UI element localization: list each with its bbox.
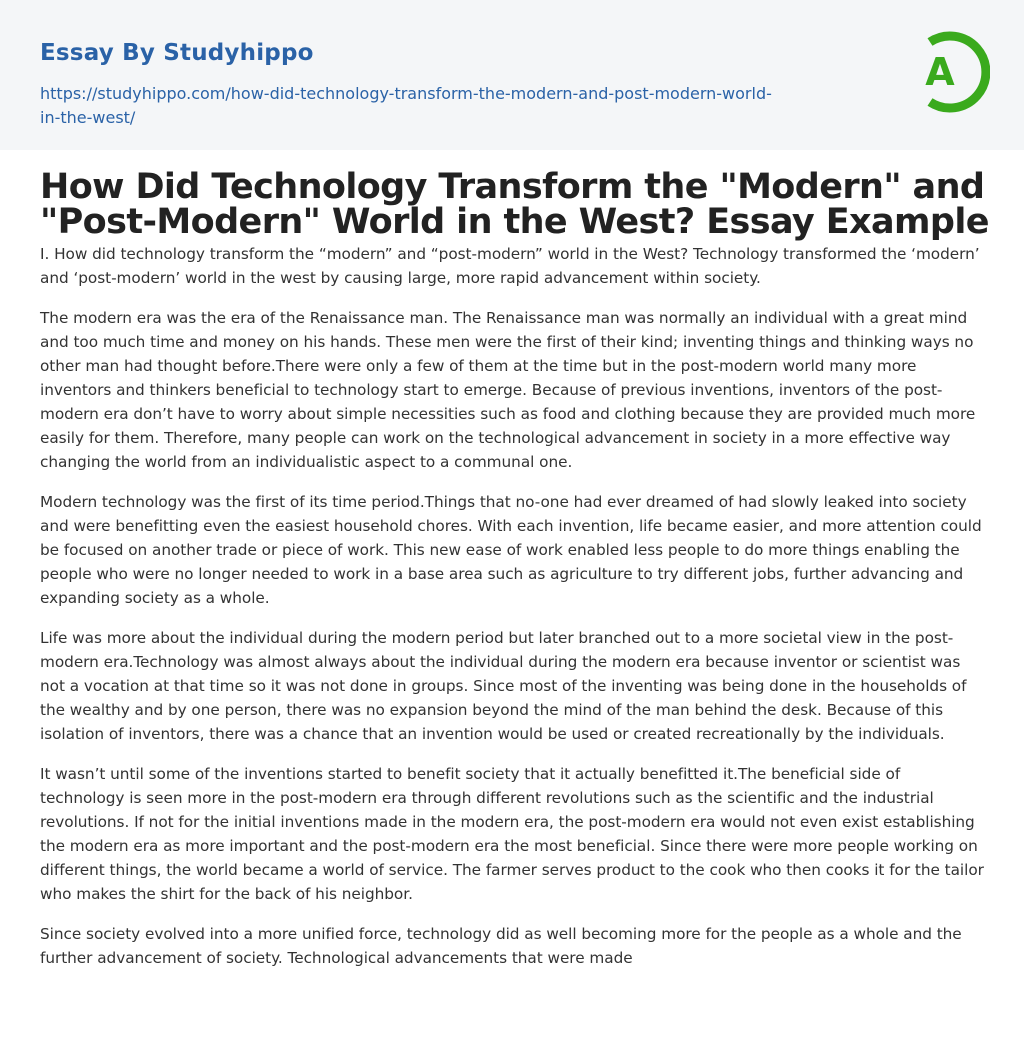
essay-title-line-2: "Post-Modern" World in the West? Essay Example — [40, 202, 989, 242]
studyhippo-logo-icon[interactable] — [906, 28, 990, 116]
paragraph-5: It wasn’t until some of the inventions started to benefit society that it actually benefitted it.The beneficial side of technology is seen more in the post-modern era through different revolutions such as the scientific and the industrial revolutions. If not for the initial inventions made in the modern era, the post-modern era would not even exist establishing the modern era as more important and the post-modern era the most beneficial. Since there were more people working on different things, the world became a world of service. The farmer serves product to the cook who then cooks it for the tailor who makes the shirt for the back of his neighbor. — [40, 765, 984, 903]
paragraph-3: Modern technology was the first of its time period.Things that no-one had ever dreamed of had slowly leaked into society and were benefitting even the easiest household chores. With each invention, life became easier, and more attention could be focused on another trade or piece of work. This new ease of work enabled less people to do more things enabling the people who were no longer needed to work in a base area such as agriculture to try different jobs, further advancing and expanding society as a whole. — [40, 493, 982, 607]
source-url-line-1[interactable]: https://studyhippo.com/how-did-technology-transform-the-modern-and-post-modern-world- — [40, 84, 772, 103]
essay-title — [40, 167, 989, 242]
paragraph-1: I. How did technology transform the “modern” and “post-modern” world in the West? Technology transformed the ‘modern’ and ‘post-modern’ world in the west by causing large, more rapid advancement within society. — [40, 245, 980, 287]
source-url-link[interactable] — [40, 82, 820, 130]
essay-title-line-1: How Did Technology Transform the "Modern" and — [40, 167, 985, 207]
brand-name[interactable]: Essay By Studyhippo — [40, 40, 314, 66]
source-url-line-2[interactable]: in-the-west/ — [40, 108, 136, 127]
paragraph-6: Since society evolved into a more unified force, technology did as well becoming more for the people as a whole and the further advancement of society. Technological advancements that were made — [40, 925, 962, 967]
logo-letter: A — [925, 50, 955, 94]
site-header — [0, 0, 1024, 150]
paragraph-2: The modern era was the era of the Renaissance man. The Renaissance man was normally an individual with a great mind and too much time and money on his hands. These men were the first of their kind; inventing things and thinking ways no other man had thought before.There were only a few of them at the time but in the post-modern world many more inventors and thinkers beneficial to technology start to emerge. Because of previous inventions, inventors of the post-modern era don’t have to worry about simple necessities such as food and clothing because they are provided much more easily for them. Therefore, many people can work on the technological advancement in society in a more effective way changing the world from an individualistic aspect to a communal one. — [40, 309, 976, 471]
paragraph-4: Life was more about the individual during the modern period but later branched out to a more societal view in the post-modern era.Technology was almost always about the individual during the modern era because inventor or scientist was not a vocation at that time so it was not done in groups. Since most of the inventing was being done in the households of the wealthy and by one person, there was no expansion beyond the mind of the man behind the desk. Because of this isolation of inventors, there was a chance that an invention would be used or created recreationally by the individuals. — [40, 629, 967, 743]
article-body — [40, 167, 989, 986]
